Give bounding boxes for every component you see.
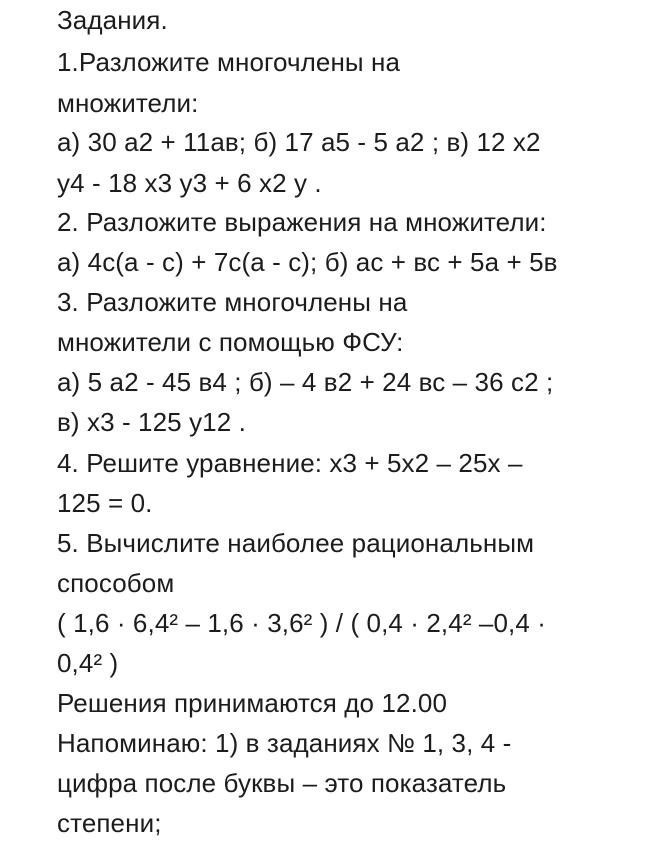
- task-5-expression-cont: 0,4² ): [57, 648, 119, 678]
- task-3-title: 3. Разложите многочлены на: [57, 287, 408, 317]
- task-1-title: 1.Разложите многочлены на: [57, 47, 401, 77]
- task-1-title-cont: множители:: [57, 88, 199, 118]
- heading-tasks: Задания.: [57, 5, 168, 35]
- task-3-items: а) 5 а2 - 45 в4 ; б) – 4 в2 + 24 вс – 36 с2 ;: [57, 367, 554, 397]
- deadline-note: Решения принимаются до 12.00: [57, 688, 448, 718]
- task-2-title: 2. Разложите выражения на множители:: [57, 207, 547, 237]
- task-5-title: 5. Вычислите наиболее рациональным: [57, 528, 535, 558]
- task-3-title-cont: множители с помощью ФСУ:: [57, 327, 404, 357]
- task-2-items: а) 4с(а - с) + 7с(а - с); б) ас + вс + 5а + 5в: [57, 247, 558, 277]
- reminder-note-end: степени;: [57, 808, 162, 838]
- task-5-title-cont: способом: [57, 568, 175, 598]
- task-4-title-cont: 125 = 0.: [57, 488, 153, 518]
- task-3-items-cont: в) х3 - 125 у12 .: [57, 407, 246, 437]
- task-5-expression: ( 1,6 · 6,4² – 1,6 · 3,6² ) / ( 0,4 · 2,4² –0,4 ·: [57, 608, 546, 638]
- task-1-items: а) 30 а2 + 11ав; б) 17 а5 - 5 а2 ; в) 12 х2: [57, 127, 541, 157]
- reminder-note: Напоминаю: 1) в заданиях № 1, 3, 4 -: [57, 728, 512, 758]
- task-4-title: 4. Решите уравнение: х3 + 5х2 – 25х –: [57, 448, 523, 478]
- reminder-note-cont: цифра после буквы – это показатель: [57, 768, 507, 798]
- task-1-items-cont: у4 - 18 х3 у3 + 6 х2 у .: [57, 168, 322, 198]
